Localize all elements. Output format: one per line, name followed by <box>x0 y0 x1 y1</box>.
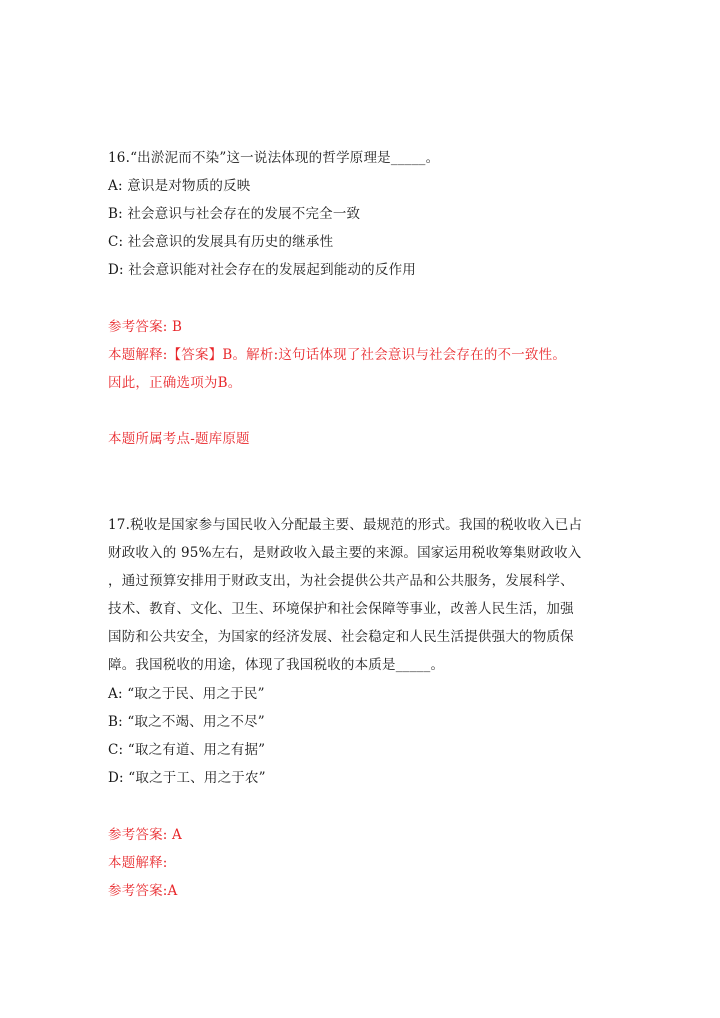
q17-option-b: B: “取之不竭、用之不尽” <box>108 714 265 730</box>
q16-explanation-cont: 因此，正确选项为B。 <box>108 375 242 391</box>
q16-explanation: 本题解释:【答案】B。解析:这句话体现了社会意识与社会存在的不一致性。 <box>108 347 567 363</box>
q16-source: 本题所属考点-题库原题 <box>108 431 250 447</box>
q16-stem: 16.“出淤泥而不染”这一说法体现的哲学原理是_____。 <box>108 150 440 166</box>
q17-stem-line-6: 障。我国税收的用途，体现了我国税收的本质是_____。 <box>108 657 445 673</box>
q17-stem-line-1: 17.税收是国家参与国民收入分配最主要、最规范的形式。我国的税收收入已占 <box>108 517 583 533</box>
q16-option-c: C: 社会意识的发展具有历史的继承性 <box>108 234 334 250</box>
q17-option-a: A: “取之于民、用之于民” <box>108 686 265 702</box>
q17-stem-line-4: 技术、教育、文化、卫生、环境保护和社会保障等事业，改善人民生活，加强 <box>108 601 574 617</box>
q17-stem-line-2: 财政收入的 95%左右，是财政收入最主要的来源。国家运用税收筹集财政收入 <box>108 545 582 561</box>
q16-answer: 参考答案: B <box>108 319 183 335</box>
q16-option-a: A: 意识是对物质的反映 <box>108 178 251 194</box>
q17-answer: 参考答案: A <box>108 827 182 843</box>
q17-answer-repeat: 参考答案:A <box>108 883 178 899</box>
q17-stem-line-5: 国防和公共安全，为国家的经济发展、社会稳定和人民生活提供强大的物质保 <box>108 629 574 645</box>
q17-stem-line-3: ，通过预算安排用于财政支出，为社会提供公共产品和公共服务，发展科学、 <box>108 573 574 589</box>
q17-option-c: C: “取之有道、用之有据” <box>108 742 266 758</box>
q17-option-d: D: “取之于工、用之于农” <box>108 770 266 786</box>
q17-explanation: 本题解释: <box>108 855 168 871</box>
q16-option-b: B: 社会意识与社会存在的发展不完全一致 <box>108 206 361 222</box>
q16-option-d: D: 社会意识能对社会存在的发展起到能动的反作用 <box>108 262 416 278</box>
